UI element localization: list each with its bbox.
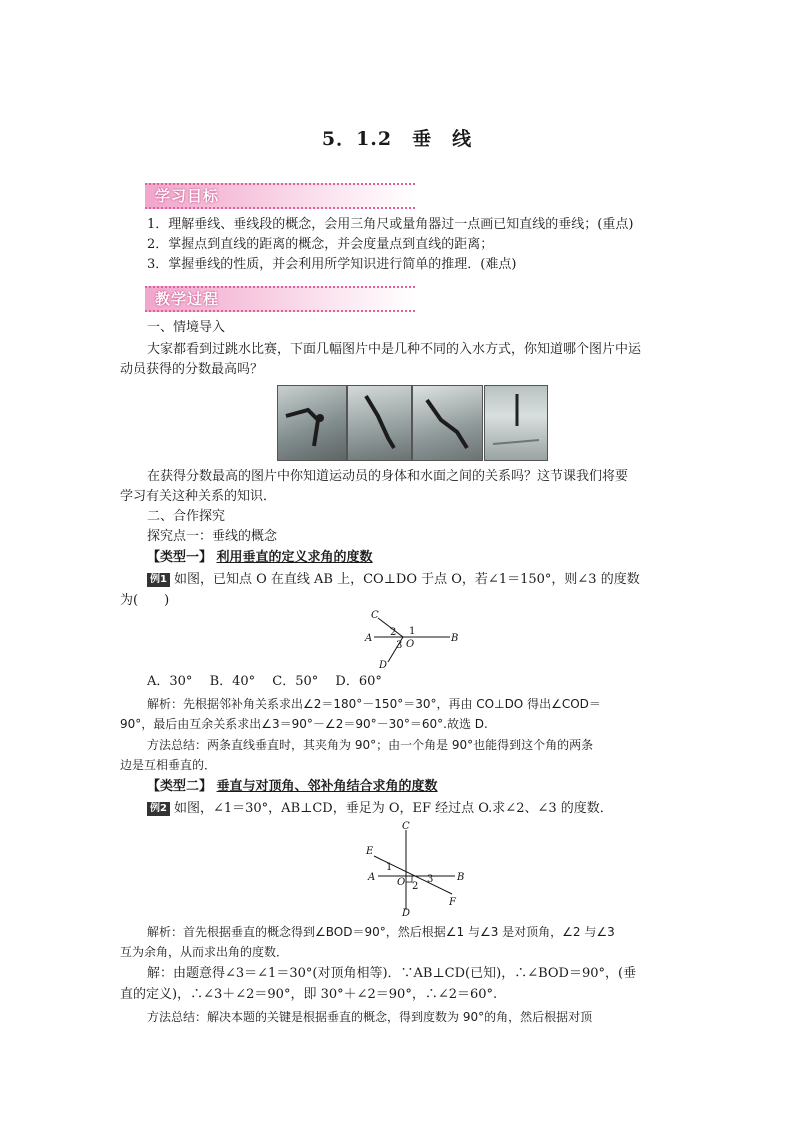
- type-bracket: 【类型一】: [147, 550, 213, 565]
- diver-figure: [485, 386, 547, 460]
- type-heading-2: [147, 777, 438, 797]
- fig2-label-E: E: [366, 846, 374, 857]
- fig2-angle-3: 3: [427, 874, 434, 885]
- solution-text: 解析：先根据邻补角关系求出∠2＝180°－150°＝30°，再由 CO⊥DO 得出∠COD＝: [147, 697, 601, 711]
- fig1-label-D: D: [379, 660, 388, 668]
- solution-text: 互为余角，从而求出角的度数．: [120, 945, 289, 959]
- fig2-label-B: B: [457, 872, 465, 883]
- fig2-label-F: F: [449, 897, 456, 908]
- example-badge: 例2: [147, 802, 170, 816]
- section-banner-goals: [145, 183, 415, 209]
- fig1-angle-2: 2: [390, 627, 397, 638]
- fig1-label-A: A: [365, 633, 373, 644]
- diving-photo-4: [484, 385, 548, 461]
- example-1-options: A．30° B．40° C．50° D．60°: [147, 674, 382, 689]
- answer-text: 解：由题意得∠3＝∠1＝30°(对顶角相等)．∵AB⊥CD(已知)，∴∠BOD＝90°，(垂: [147, 966, 637, 981]
- type-title: 利用垂直的定义求角的度数: [216, 550, 373, 565]
- section-heading-process: 教学过程: [155, 290, 220, 308]
- diving-photo-2: [347, 385, 412, 461]
- figure-1-diagram: [360, 606, 470, 668]
- fig2-angle-1: 1: [386, 862, 393, 873]
- example-text: 如图，∠1＝30°，AB⊥CD，垂足为 O，EF 经过点 O.求∠2、∠3 的度数．: [173, 801, 613, 816]
- intro-heading: 一、情境导入: [147, 320, 226, 335]
- summary-text: 方法总结：解决本题的关键是根据垂直的概念，得到度数为 90°的角，然后根据对顶: [147, 1010, 593, 1024]
- explore-point: 探究点一：垂线的概念: [147, 529, 278, 544]
- intro-text: 动员获得的分数最高吗？: [120, 362, 264, 377]
- fig1-label-B: B: [451, 633, 459, 644]
- after-text: 学习有关这种关系的知识．: [120, 489, 277, 504]
- example-text: 如图，已知点 O 在直线 AB 上，CO⊥DO 于点 O，若∠1＝150°，则∠3 的度数: [173, 572, 640, 587]
- fig1-angle-1: 1: [409, 626, 416, 637]
- explore-heading: 二、合作探究: [147, 509, 226, 524]
- solution-text: 解析：首先根据垂直的概念得到∠BOD＝90°，然后根据∠1 与∠3 是对顶角，∠2 与∠3: [147, 925, 615, 939]
- answer-text: 直的定义)，∴∠3＋∠2＝90°，即 30°＋∠2＝90°，∴∠2＝60°.: [120, 987, 498, 1002]
- summary-text: 方法总结：两条直线垂直时，其夹角为 90°；由一个角是 90°也能得到这个角的两条: [147, 738, 594, 752]
- fig1-label-O: O: [406, 639, 415, 650]
- diving-photo-1: [277, 385, 347, 461]
- fig2-label-D: D: [402, 908, 411, 918]
- type-title: 垂直与对顶角、邻补角结合求角的度数: [216, 779, 438, 794]
- goal-item: 2．掌握点到直线的距离的概念，并会度量点到直线的距离；: [147, 237, 494, 252]
- after-text: 在获得分数最高的图片中你知道运动员的身体和水面之间的关系吗？这节课我们将要: [147, 469, 629, 484]
- diving-photo-3: [412, 385, 483, 461]
- figure-2-diagram: [360, 818, 470, 918]
- solution-text: 90°，最后由互余关系求出∠3＝90°－∠2＝90°－30°＝60°.故选 D.: [120, 717, 488, 731]
- section-heading-goals: 学习目标: [155, 187, 220, 205]
- summary-text: 边是互相垂直的．: [120, 758, 217, 772]
- example-badge: 例1: [147, 573, 170, 587]
- fig2-label-O: O: [397, 877, 406, 888]
- type-bracket: 【类型二】: [147, 779, 213, 794]
- fig2-label-C: C: [402, 821, 410, 832]
- section-banner-process: [145, 286, 415, 312]
- fig1-label-C: C: [371, 610, 379, 621]
- diver-figure: [348, 386, 411, 460]
- fig2-angle-2: 2: [412, 881, 419, 892]
- diver-figure: [278, 386, 346, 460]
- fig1-angle-3: 3: [396, 640, 403, 651]
- diver-figure: [413, 386, 482, 460]
- page-title: 5．1.2 垂 线: [321, 128, 473, 150]
- goal-item: 3．掌握垂线的性质，并会利用所学知识进行简单的推理．(难点): [147, 257, 517, 272]
- type-heading-1: [147, 548, 373, 568]
- example-2-question: [147, 799, 613, 819]
- example-text: 为( ): [120, 593, 170, 608]
- example-1-question: [147, 570, 640, 590]
- goal-item: 1．理解垂线、垂线段的概念，会用三角尺或量角器过一点画已知直线的垂线；(重点): [147, 217, 634, 232]
- intro-text: 大家都看到过跳水比赛，下面几幅图片中是几种不同的入水方式，你知道哪个图片中运: [147, 342, 642, 357]
- fig2-label-A: A: [368, 872, 376, 883]
